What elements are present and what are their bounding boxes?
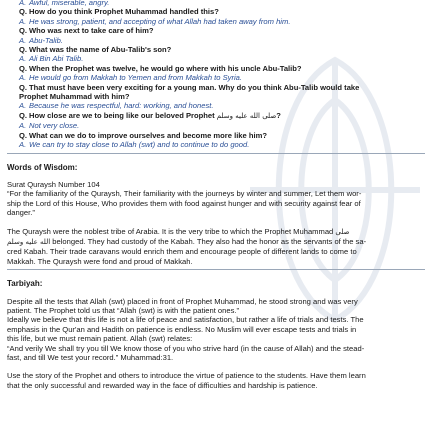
answer-text: We can try to stay close to Allah (swt) and to continue to do good.	[29, 140, 250, 150]
paragraph-line	[7, 227, 425, 237]
quote-line: danger.”	[7, 208, 35, 218]
question-line	[7, 131, 425, 140]
section-heading: Tarbiyah:	[7, 279, 43, 289]
question-text: That must have been very exciting for a young man. Why do you think Abu-Talib would take	[29, 82, 360, 92]
answer-text: He would go from Makkah to Yemen and from Makkah to Syria.	[29, 73, 243, 83]
paragraph-line: “And verily We shall try you till We know those of you who strive hard (in the cause of Allah) and the stead-	[7, 343, 365, 353]
arabic-honorific: صلى الله عليه وسلم	[216, 111, 277, 120]
quote-block	[7, 189, 425, 217]
question-line: Prophet Muhammad with him?	[19, 92, 130, 102]
quraysh-paragraph	[7, 227, 425, 267]
question-marker: Q.	[19, 130, 28, 140]
question-line	[7, 64, 425, 73]
paragraph-line	[7, 237, 425, 247]
answer-line	[7, 54, 425, 63]
document-content	[7, 0, 425, 390]
paragraph-line: fast, and till We test your record.” Muhammad:31.	[7, 353, 174, 362]
answer-marker: A.	[19, 35, 27, 45]
tarbiyah-paragraph	[7, 297, 425, 363]
answer-marker: A.	[19, 54, 27, 64]
answer-marker: A.	[19, 73, 27, 83]
answer-marker: A.	[19, 140, 27, 150]
paragraph-text: belonged. They had custody of the Kabah. They also had the honor as the servants of the sa-	[50, 236, 367, 246]
question-text: What was the name of Abu-Talib's son?	[29, 45, 172, 55]
answer-text: Not very close.	[29, 121, 80, 131]
question-marker: Q.	[19, 7, 28, 17]
answer-line	[7, 73, 425, 82]
paragraph-line: Use the story of the Prophet and others to introduce the virtue of patience to the students. Have them learn	[7, 371, 366, 381]
answer-line	[7, 121, 425, 130]
paragraph-line: Despite all the tests that Allah (swt) placed in front of Prophet Muhammad, he stood strong and was very	[7, 296, 358, 306]
answer-marker: A.	[19, 101, 27, 111]
surah-reference: Surat Quraysh Number 104	[7, 179, 100, 189]
paragraph-line: that the only successful and rewarded way in the face of difficulties and hardship is patience.	[7, 380, 318, 390]
answer-line	[7, 0, 425, 7]
paragraph-line: Ideally we believe that this life is not a life of peace and satisfaction, but rather a life of trials and tests. The	[7, 315, 364, 325]
question-marker: Q.	[19, 110, 28, 120]
paragraph-line: Makkah. The Quraysh were fond and proud of Makkah.	[7, 256, 193, 266]
answer-marker: A.	[19, 16, 27, 26]
question-marker: Q.	[19, 63, 28, 73]
question-text: What can we do to improve ourselves and become more like him?	[29, 130, 267, 140]
answer-text: He was strong, patient, and accepting of what Allah had taken away from him.	[29, 16, 291, 26]
quote-line: ship the Lord of this House, Who provides them with food against hunger and with security against fear of	[7, 198, 361, 208]
paragraph-line: emphasis in the Qur'an and Hadith on patience is endless. No Muslim will ever escape tests and trials in	[7, 324, 357, 334]
paragraph-line: this life, but we must remain patient. Allah (swt) relates:	[7, 334, 193, 344]
question-marker: Q.	[19, 82, 28, 92]
answer-text: Ali Bin Abi Talib.	[29, 54, 84, 64]
qa-section	[7, 0, 425, 150]
tarbiyah-section	[7, 279, 425, 390]
tarbiyah-paragraph	[7, 371, 425, 390]
question-text: How do you think Prophet Muhammad handled this?	[29, 7, 219, 17]
divider	[7, 269, 425, 270]
arabic-honorific: صلى	[335, 227, 350, 236]
question-text: When the Prophet was twelve, he would go where with his uncle Abu-Talib?	[29, 63, 302, 73]
answer-line	[7, 36, 425, 45]
section-heading: Words of Wisdom:	[7, 162, 78, 172]
question-line	[7, 45, 425, 54]
question-line	[7, 7, 425, 16]
answer-line	[7, 140, 425, 149]
question-mark: ?	[276, 110, 281, 120]
answer-line	[7, 101, 425, 110]
paragraph-text: The Quraysh were the noblest tribe of Arabia. It is the very tribe to which the Prophet Muhammad	[7, 226, 334, 236]
words-of-wisdom-section	[7, 163, 425, 267]
paragraph-line: patient. The Prophet told us that “Allah (swt) is with the patient ones.”	[7, 305, 240, 315]
divider	[7, 153, 425, 154]
answer-line	[7, 17, 425, 26]
answer-marker: A.	[19, 121, 27, 131]
question-text: How close are we to being like our beloved Prophet	[29, 110, 215, 120]
question-line	[7, 83, 425, 92]
answer-text: Awful, miserable, angry.	[29, 0, 110, 7]
question-marker: Q.	[19, 26, 28, 36]
quote-line: “For the familiarity of the Quraysh, Their familiarity with the journeys by winter and summer, Let them wor-	[7, 189, 362, 199]
question-marker: Q.	[19, 45, 28, 55]
answer-marker: A.	[19, 0, 27, 7]
question-line	[7, 26, 425, 35]
answer-text: Because he was respectful, hard: working, and honest.	[29, 101, 214, 111]
question-line	[7, 111, 425, 121]
paragraph-line: cred Kabah. Their trade caravans would enrich them and encourage people of different lands to come to	[7, 247, 357, 257]
answer-text: Abu-Talib.	[29, 35, 63, 45]
arabic-honorific: الله عليه وسلم	[7, 237, 51, 246]
question-text: Who was next to take care of him?	[29, 26, 154, 36]
